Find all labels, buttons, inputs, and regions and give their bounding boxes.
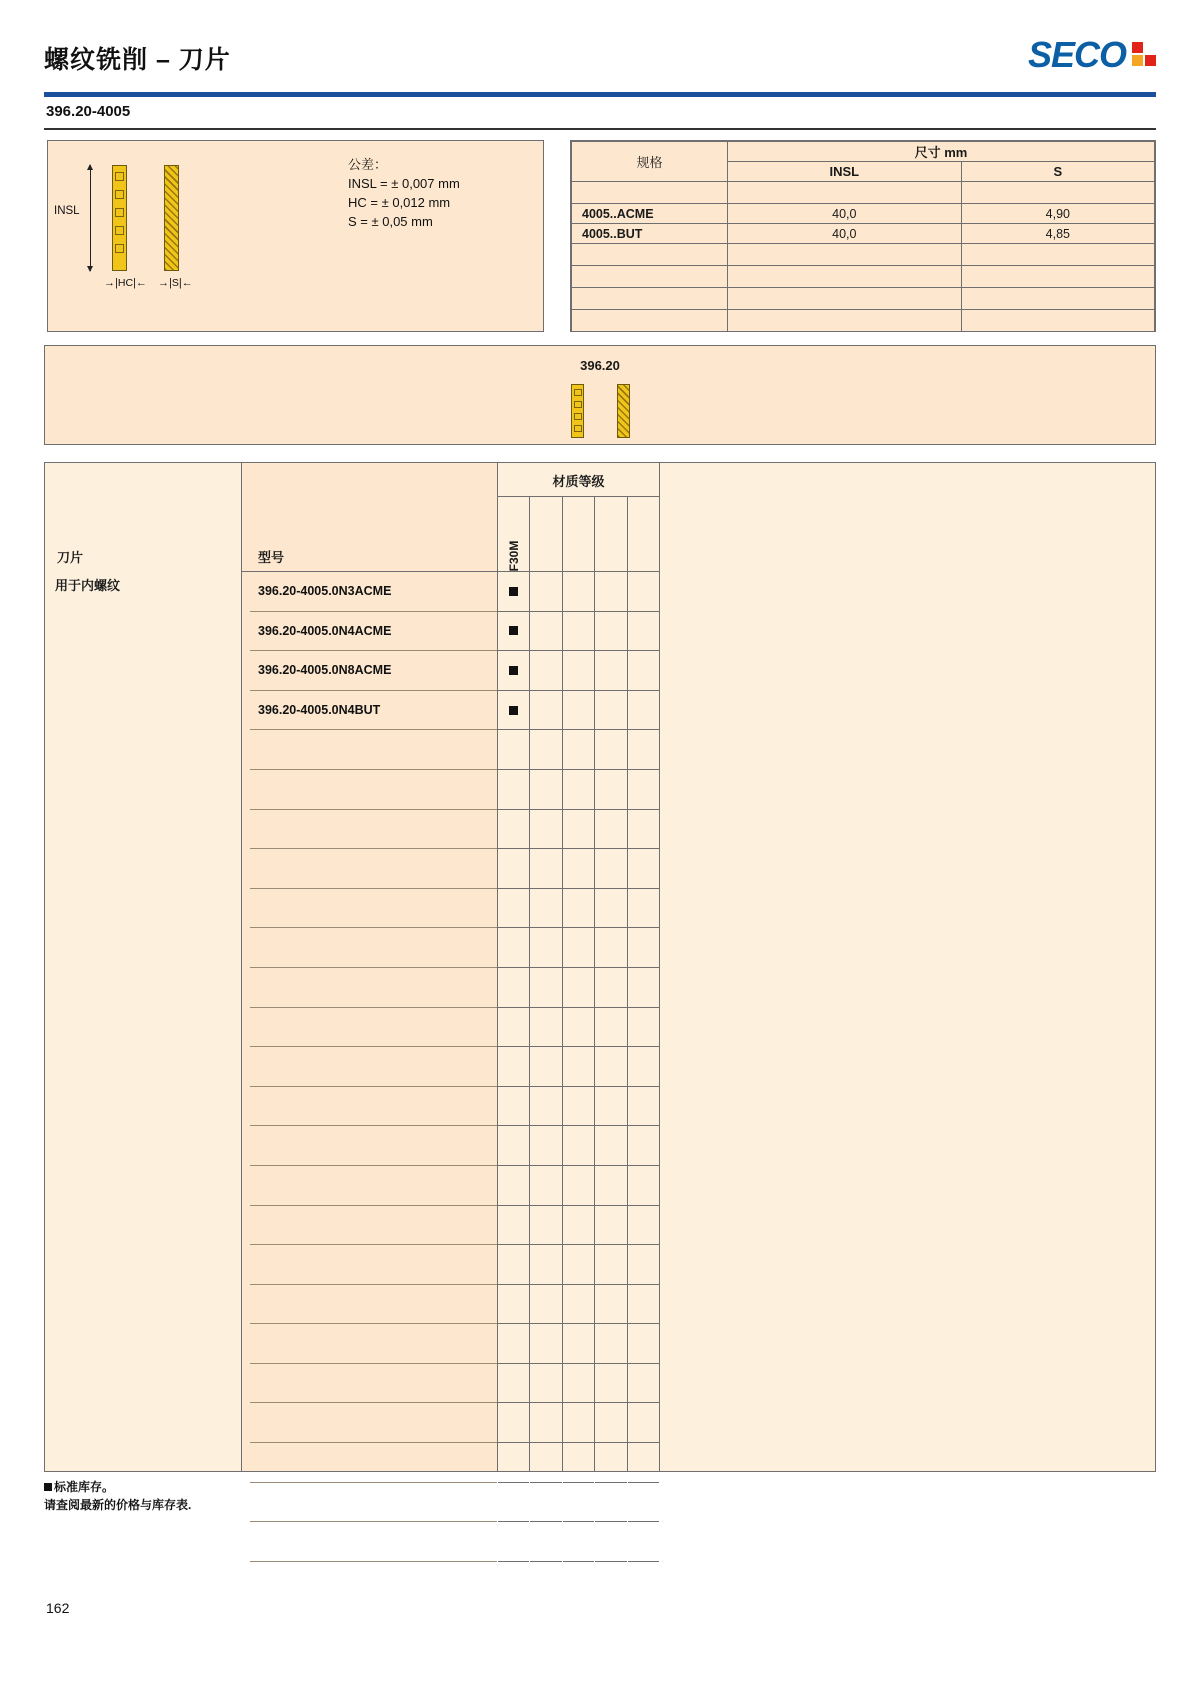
grade-cell bbox=[530, 1522, 561, 1562]
grade-cell bbox=[628, 1206, 659, 1246]
table-row bbox=[250, 810, 497, 850]
grade-cell bbox=[563, 572, 594, 612]
grade-cell bbox=[498, 968, 529, 1008]
grades-header: 材质等级 bbox=[552, 474, 605, 489]
grade-cell bbox=[530, 1324, 561, 1364]
table-row bbox=[250, 1403, 497, 1443]
grade-cell bbox=[530, 1166, 561, 1206]
dims-header-row-1 bbox=[572, 142, 1155, 162]
grade-cell bbox=[595, 1483, 626, 1523]
grade-cell bbox=[595, 1364, 626, 1404]
grade-cell bbox=[563, 1403, 594, 1443]
strip-figures bbox=[555, 384, 645, 440]
grade-cell bbox=[595, 1047, 626, 1087]
grade-cells bbox=[595, 572, 626, 1471]
table-row bbox=[250, 1324, 497, 1364]
table-row bbox=[250, 1206, 497, 1246]
grade-column bbox=[595, 497, 627, 1471]
grade-cell bbox=[530, 810, 561, 850]
grade-cell bbox=[595, 928, 626, 968]
grade-label: F30M bbox=[506, 540, 521, 572]
grade-cell bbox=[498, 1403, 529, 1443]
grade-cell bbox=[563, 1324, 594, 1364]
grade-cell bbox=[563, 810, 594, 850]
grade-column bbox=[498, 497, 530, 1471]
grade-cell bbox=[563, 651, 594, 691]
grade-cell bbox=[563, 1126, 594, 1166]
page-title: 螺纹铣削 – 刀片 bbox=[44, 46, 231, 74]
strip-blade-side-view bbox=[617, 384, 630, 438]
dims-cell-spec: 4005..ACME bbox=[572, 204, 728, 224]
grade-cell bbox=[563, 1245, 594, 1285]
grade-cell bbox=[530, 691, 561, 731]
column-header-type: 型号 bbox=[258, 550, 285, 565]
grade-cell bbox=[595, 1443, 626, 1483]
grade-cell bbox=[595, 1008, 626, 1048]
dims-empty-row bbox=[572, 266, 1155, 288]
table-row bbox=[250, 889, 497, 929]
grade-cell bbox=[498, 1245, 529, 1285]
dims-header-s: S bbox=[961, 162, 1154, 182]
column-subheader-internal-thread: 用于内螺纹 bbox=[55, 578, 121, 593]
grade-cell bbox=[595, 770, 626, 810]
grade-cell bbox=[628, 612, 659, 652]
grade-columns bbox=[498, 497, 659, 1471]
grade-cell bbox=[530, 651, 561, 691]
products-table-left-column bbox=[45, 463, 242, 1471]
dims-header-spec: 规格 bbox=[572, 142, 728, 182]
grade-cell bbox=[628, 1126, 659, 1166]
grade-cell bbox=[498, 770, 529, 810]
tolerance-line-1: INSL = ± 0,007 mm bbox=[348, 176, 460, 191]
grade-cell bbox=[530, 1443, 561, 1483]
grade-cell bbox=[595, 730, 626, 770]
dimensions-table bbox=[571, 141, 1155, 332]
grade-cell bbox=[595, 1087, 626, 1127]
grade-cell bbox=[530, 968, 561, 1008]
s-dimension-label: →|S|← bbox=[158, 277, 193, 289]
grade-cell bbox=[628, 1364, 659, 1404]
grade-cell bbox=[628, 1087, 659, 1127]
grade-cell bbox=[563, 612, 594, 652]
grade-cell bbox=[595, 968, 626, 1008]
dimensions-table-panel bbox=[570, 140, 1156, 332]
grade-cell bbox=[563, 1087, 594, 1127]
tolerance-title: 公差： bbox=[348, 157, 388, 172]
dims-cell-insl: 40,0 bbox=[728, 204, 962, 224]
grade-cell bbox=[498, 1483, 529, 1523]
table-row bbox=[250, 1047, 497, 1087]
table-row bbox=[250, 1483, 497, 1523]
page-number: 162 bbox=[46, 1600, 70, 1616]
grade-cell bbox=[530, 612, 561, 652]
grade-cell bbox=[628, 1245, 659, 1285]
grade-cell bbox=[498, 1443, 529, 1483]
page-header bbox=[44, 34, 1156, 96]
grade-cell bbox=[628, 572, 659, 612]
blade-front-view bbox=[112, 165, 127, 271]
grade-cell bbox=[628, 770, 659, 810]
table-row: 396.20-4005.0N3ACME bbox=[250, 572, 497, 612]
grade-cell bbox=[563, 1047, 594, 1087]
product-strip-panel bbox=[44, 345, 1156, 445]
grade-cell bbox=[530, 1483, 561, 1523]
dims-header-group: 尺寸 mm bbox=[728, 142, 1155, 162]
blade-side-view bbox=[164, 165, 179, 271]
table-row bbox=[250, 1285, 497, 1325]
grade-cell bbox=[530, 928, 561, 968]
grade-column bbox=[628, 497, 659, 1471]
grade-cell bbox=[595, 572, 626, 612]
table-row bbox=[250, 849, 497, 889]
grade-cell bbox=[595, 1285, 626, 1325]
grade-cell bbox=[530, 1008, 561, 1048]
seco-logo bbox=[1028, 34, 1156, 76]
grade-column bbox=[563, 497, 595, 1471]
subtitle-rule bbox=[44, 128, 1156, 130]
grade-cell bbox=[595, 1166, 626, 1206]
grade-cell bbox=[498, 612, 529, 652]
grade-cell bbox=[595, 889, 626, 929]
grade-cell bbox=[628, 968, 659, 1008]
strip-blade-front-view bbox=[571, 384, 584, 438]
insert-diagram-panel bbox=[47, 140, 544, 332]
grade-cell bbox=[530, 730, 561, 770]
grade-cell bbox=[628, 691, 659, 731]
grade-column bbox=[530, 497, 562, 1471]
dims-row bbox=[572, 204, 1155, 224]
products-table bbox=[44, 462, 1156, 1472]
tolerance-line-3: S = ± 0,05 mm bbox=[348, 214, 433, 229]
grade-cell bbox=[498, 1285, 529, 1325]
table-row bbox=[250, 1245, 497, 1285]
stock-square-icon bbox=[509, 666, 518, 675]
grade-cell bbox=[498, 810, 529, 850]
section-subtitle: 396.20-4005 bbox=[46, 103, 131, 120]
tolerance-line-2: HC = ± 0,012 mm bbox=[348, 195, 451, 210]
grade-cell bbox=[563, 1166, 594, 1206]
grade-cell bbox=[563, 691, 594, 731]
table-row: 396.20-4005.0N8ACME bbox=[250, 651, 497, 691]
grade-cell bbox=[595, 1522, 626, 1562]
table-row: 396.20-4005.0N4ACME bbox=[250, 612, 497, 652]
grade-cell bbox=[530, 1206, 561, 1246]
grade-cell bbox=[530, 572, 561, 612]
grade-cell bbox=[628, 1443, 659, 1483]
grade-cell bbox=[628, 1483, 659, 1523]
grade-cells bbox=[563, 572, 594, 1471]
logo-blocks-icon bbox=[1132, 42, 1156, 66]
grade-cell bbox=[530, 1285, 561, 1325]
stock-square-icon bbox=[509, 587, 518, 596]
grade-cell bbox=[563, 1285, 594, 1325]
grade-cell bbox=[498, 1364, 529, 1404]
grade-cell bbox=[498, 1047, 529, 1087]
grade-cell bbox=[628, 651, 659, 691]
grade-cell bbox=[628, 889, 659, 929]
grade-cell bbox=[530, 1364, 561, 1404]
grade-cell bbox=[563, 1483, 594, 1523]
table-row bbox=[250, 1087, 497, 1127]
grade-cell bbox=[498, 889, 529, 929]
dims-row bbox=[572, 224, 1155, 244]
grade-cell bbox=[595, 612, 626, 652]
grade-cell bbox=[498, 1166, 529, 1206]
grade-cell bbox=[530, 770, 561, 810]
grade-cell bbox=[563, 1364, 594, 1404]
table-row bbox=[250, 730, 497, 770]
grade-cell bbox=[628, 1522, 659, 1562]
stock-square-icon bbox=[44, 1483, 52, 1491]
grade-cell bbox=[530, 1047, 561, 1087]
table-row bbox=[250, 968, 497, 1008]
grade-cell bbox=[595, 810, 626, 850]
grade-cell bbox=[595, 1126, 626, 1166]
dims-empty-row bbox=[572, 244, 1155, 266]
grade-cell bbox=[498, 1126, 529, 1166]
tolerance-block bbox=[348, 155, 460, 231]
table-row bbox=[250, 1443, 497, 1483]
grade-cell bbox=[563, 889, 594, 929]
grade-cell bbox=[628, 1403, 659, 1443]
grade-cell bbox=[595, 651, 626, 691]
strip-title: 396.20 bbox=[580, 358, 620, 373]
grade-cell bbox=[628, 849, 659, 889]
table-row: 396.20-4005.0N4BUT bbox=[250, 691, 497, 731]
grade-cell bbox=[628, 730, 659, 770]
insl-label: INSL bbox=[54, 205, 80, 217]
header-rule-blue bbox=[44, 92, 1156, 97]
grade-cell bbox=[563, 1443, 594, 1483]
type-rows bbox=[250, 572, 497, 1471]
table-row bbox=[250, 1522, 497, 1562]
grade-cell bbox=[530, 1403, 561, 1443]
grade-cell bbox=[628, 1324, 659, 1364]
footnote-stock: 标准库存。 bbox=[44, 1478, 191, 1496]
grade-cell bbox=[498, 849, 529, 889]
table-row bbox=[250, 1126, 497, 1166]
grade-cell bbox=[530, 1087, 561, 1127]
grade-cells bbox=[530, 572, 561, 1471]
insl-dimension-arrow bbox=[90, 165, 91, 271]
products-table-grades-column bbox=[498, 463, 660, 1471]
grade-cell bbox=[563, 928, 594, 968]
dims-empty-row bbox=[572, 288, 1155, 310]
grade-cell bbox=[595, 1403, 626, 1443]
grade-cell bbox=[628, 1008, 659, 1048]
grade-cell bbox=[563, 1206, 594, 1246]
dims-header-insl: INSL bbox=[728, 162, 962, 182]
grade-cell bbox=[595, 1245, 626, 1285]
column-header-blade: 刀片 bbox=[57, 550, 84, 565]
table-row bbox=[250, 1364, 497, 1404]
grade-cell bbox=[628, 1166, 659, 1206]
grade-cell bbox=[530, 849, 561, 889]
grade-cell bbox=[628, 928, 659, 968]
grade-cell bbox=[498, 572, 529, 612]
grade-cell bbox=[563, 968, 594, 1008]
grade-cell bbox=[498, 651, 529, 691]
dims-spacer-row bbox=[572, 182, 1155, 204]
logo-wordmark: SECO bbox=[1027, 34, 1126, 75]
products-table-type-column bbox=[242, 463, 498, 1471]
grade-cell bbox=[595, 1324, 626, 1364]
grade-cells bbox=[628, 572, 659, 1471]
table-row bbox=[250, 770, 497, 810]
grade-cell bbox=[498, 928, 529, 968]
products-table-notes-column bbox=[660, 463, 1155, 1471]
insert-figure bbox=[54, 155, 220, 295]
grade-cell bbox=[563, 849, 594, 889]
dims-cell-s: 4,90 bbox=[961, 204, 1154, 224]
footnotes bbox=[44, 1478, 191, 1514]
grade-cell bbox=[628, 1047, 659, 1087]
grade-cell bbox=[498, 730, 529, 770]
hc-dimension-label: →|HC|← bbox=[104, 277, 147, 289]
stock-square-icon bbox=[509, 626, 518, 635]
footnote-pricelist: 请查阅最新的价格与库存表. bbox=[44, 1498, 192, 1512]
grade-cell bbox=[563, 1522, 594, 1562]
dims-empty-row bbox=[572, 310, 1155, 332]
grade-cell bbox=[563, 1008, 594, 1048]
stock-square-icon bbox=[509, 706, 518, 715]
dims-cell-insl: 40,0 bbox=[728, 224, 962, 244]
grade-cell bbox=[563, 730, 594, 770]
grade-cell bbox=[628, 1285, 659, 1325]
dims-cell-s: 4,85 bbox=[961, 224, 1154, 244]
grade-cell bbox=[595, 849, 626, 889]
table-row bbox=[250, 1166, 497, 1206]
grade-cell bbox=[498, 1206, 529, 1246]
grade-cell bbox=[530, 1126, 561, 1166]
grade-cells bbox=[498, 572, 529, 1471]
dims-cell-spec: 4005..BUT bbox=[572, 224, 728, 244]
grade-cell bbox=[530, 1245, 561, 1285]
grade-cell bbox=[498, 691, 529, 731]
table-row bbox=[250, 1008, 497, 1048]
grade-cell bbox=[563, 770, 594, 810]
table-row bbox=[250, 928, 497, 968]
grade-cell bbox=[595, 1206, 626, 1246]
grade-cell bbox=[595, 691, 626, 731]
grade-cell bbox=[498, 1008, 529, 1048]
grade-cell bbox=[498, 1522, 529, 1562]
grade-cell bbox=[498, 1324, 529, 1364]
grade-cell bbox=[530, 889, 561, 929]
grade-cell bbox=[628, 810, 659, 850]
grade-cell bbox=[498, 1087, 529, 1127]
